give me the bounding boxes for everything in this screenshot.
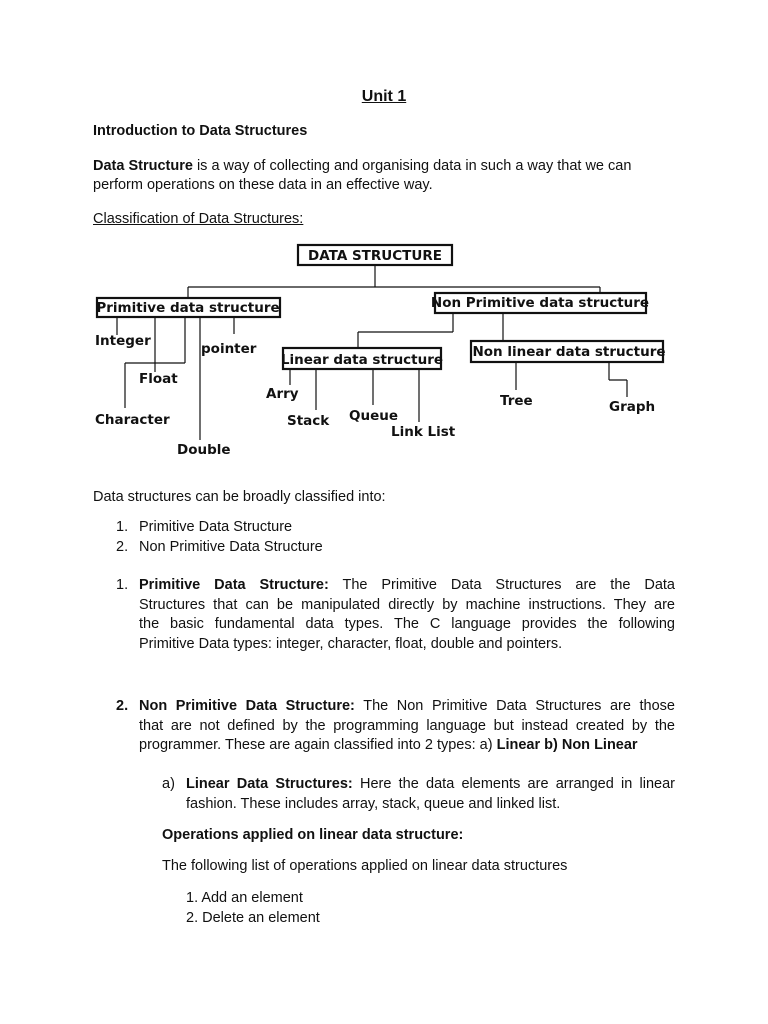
list-item: 1. Primitive Data Structure	[116, 519, 293, 535]
float-label: Float	[139, 371, 178, 387]
character-label: Character	[95, 412, 170, 428]
list-item: 1. Add an element	[186, 890, 303, 906]
operations-list	[186, 889, 586, 928]
list-item: 2. Delete an element	[186, 909, 320, 926]
operations-heading: Operations applied on linear data structure:	[162, 827, 464, 843]
page-title: Unit 1	[361, 88, 407, 105]
graph-label: Graph	[609, 399, 656, 415]
nonprimitive-section: Non Primitive Data Structure: The Non Primitive Data Structures are those that are not defined by the programming language but instead created by the programmer. These are again classified into 2 types: a) Linear b) Non Linear	[139, 698, 675, 753]
definition-text: is a way of collecting and organising data in such a way that we can	[192, 158, 632, 174]
operations-intro: The following list of operations applied on linear data structures	[162, 858, 568, 874]
stack-label: Stack	[287, 413, 330, 429]
list-item: 2. Non Primitive Data Structure	[116, 538, 323, 555]
tree-label: Tree	[500, 393, 533, 409]
broad-list	[116, 518, 516, 557]
classification-diagram	[0, 0, 768, 470]
linklist-label: Link List	[391, 424, 456, 440]
nonprimitive-section-title: Non Primitive Data Structure:	[139, 698, 355, 714]
linear-section-title: Linear Data Structures:	[186, 776, 353, 792]
linear-label: Linear data structure	[280, 352, 444, 368]
intro-heading: Introduction to Data Structures	[93, 123, 308, 139]
nonlinear-label: Non linear data structure	[472, 344, 666, 360]
pointer-label: pointer	[201, 341, 257, 357]
primitive-section-number: 1.	[116, 577, 129, 593]
linear-section-marker: a)	[162, 776, 175, 792]
nonprimitive-section-number: 2.	[116, 698, 129, 714]
integer-label: Integer	[95, 333, 151, 349]
primitive-label: Primitive data structure	[96, 300, 280, 316]
classification-heading: Classification of Data Structures:	[93, 211, 304, 227]
definition-term: Data Structure	[93, 158, 193, 174]
primitive-section: Primitive Data Structure: The Primitive Data Structures are the Data Structures that can be manipulated directly by machine instructions. They are the basic fundamental data types. The C language provides the following Primitive Data types: integer, character, float, double and pointers.	[139, 577, 675, 652]
primitive-section-title: Primitive Data Structure:	[139, 577, 329, 593]
definition-line-2: perform operations on these data in an effective way.	[93, 177, 433, 193]
linear-section: Linear Data Structures: Here the data elements are arranged in linear fashion. These includes array, stack, queue and linked list.	[186, 776, 675, 812]
broad-intro: Data structures can be broadly classified into:	[93, 489, 386, 505]
double-label: Double	[177, 442, 231, 458]
array-label: Arry	[266, 386, 299, 402]
queue-label: Queue	[349, 408, 399, 424]
nonprimitive-label: Non Primitive data structure	[430, 295, 650, 311]
root-label: DATA STRUCTURE	[308, 248, 442, 264]
